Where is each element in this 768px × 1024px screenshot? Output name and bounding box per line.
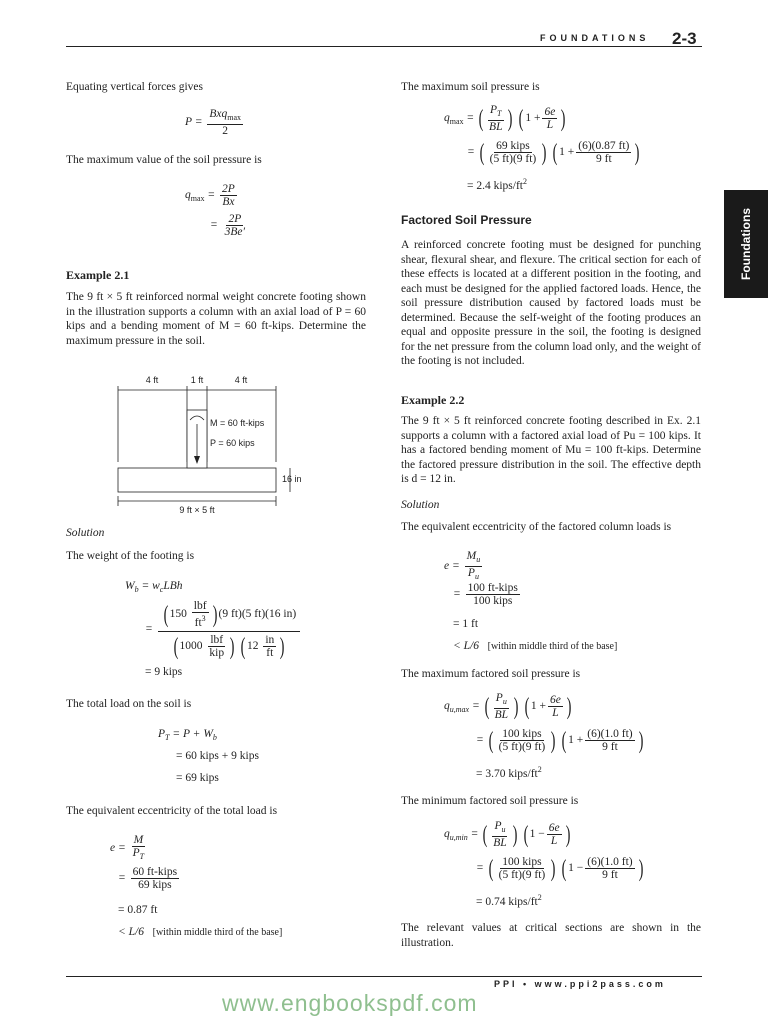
equation-e: e = $\frac{M}{P_T}$ [110,834,145,861]
equation-eu: e = $\frac{M_u}{P_u}$ [444,550,481,581]
dim-right-label: 4 ft [234,375,248,385]
factored-soil-text: A reinforced concrete footing must be designed for punching shear, flexural shear, and flexure. The critical section for each of these effects is located at a different position in the footing, and each must be designed for the applied factored loads. Hence, the soil pressure distribution caused by factored loads must be determined. Because the self-weight of the footing produces an equal and opposite pressure in the soil, the footing is designed for the net pressure from the column load only, and the weight of the footing is not included. [401,239,701,367]
equation-e-3: = 0.87 ft [118,904,158,916]
equation-qmax: $q_{max}$ = $\frac{2P}{Bx}$ [185,183,235,208]
example-2-2-text: The 9 ft × 5 ft reinforced concrete footing described in Ex. 2.1 supports a column with a factored axial load of Pu = 100 kips. It has a factored bending moment of Mu = 100 ft-kips. Determine the factored pressure distribution in the soil. The effective depth is d = 12 in. [401,415,701,485]
equation-qu-max-3: = 3.70 kips/$ft^2$ [476,765,542,780]
equation-weight-2: = ( 150 $\frac{\text{lbf}}{ft^3}$ ) (9 ft)(5 ft)(16 in) ( 1000 $\frac{\text{lbf}}{\text{kip}}$ ) ( 12 $\frac{in}{ft}$ ) [145,598,302,661]
thickness-label: 16 in [282,474,302,484]
example-2-1-text: The 9 ft × 5 ft reinforced normal weight concrete footing shown in the illustration supports a column with an axial load of P = 60 kips and a bending moment of M = 60 ft-kips. Determine the maximum pressure in the soil. [66,291,366,347]
footing-figure [110,372,302,518]
equation-p: P = $\frac{Bxq_{max}}{2}$ [185,108,241,137]
equation-weight: $W_b = w_cLBh$ [125,580,183,594]
equation-e-4: < L/6 [within middle third of the base] [118,926,283,938]
equation-pt: $P_T = P + W_b$ [158,728,217,742]
left-paragraph-1: Equating vertical forces gives [66,81,203,93]
load-label: P = 60 kips [210,438,255,448]
page-number: 2-3 [672,29,697,48]
weight-text: The weight of the footing is [66,550,195,562]
equation-eu-3: = 1 ft [453,618,479,630]
moment-label: M = 60 ft-kips [210,418,265,428]
running-header: FOUNDATIONS [540,33,650,43]
min-factored-text: The minimum factored soil pressure is [401,795,579,807]
equation-qmax-right: $q_{max}$ = ( $\frac{P_T}{BL}$ ) ( 1 + $\frac{6e}{L}$ ) [444,104,566,133]
dim-mid-label: 1 ft [190,375,204,385]
equation-qmax-right-3: = 2.4 kips/$ft^2$ [467,177,528,192]
equation-qu-max: $q_{u,max}$ = ( $\frac{P_u}{BL}$ ) ( 1 + $\frac{6e}{L}$ ) [444,692,572,721]
right-paragraph-1: The maximum soil pressure is [401,81,540,93]
max-factored-text: The maximum factored soil pressure is [401,668,581,680]
equation-qu-min-3: = 0.74 kips/$ft^2$ [476,893,542,908]
left-column [66,80,366,95]
factored-soil-title: Factored Soil Pressure [401,213,532,227]
dim-left-label: 4 ft [145,375,159,385]
header-rule [66,46,702,47]
solution-label-left: Solution [66,527,105,539]
example-2-1-title: Example 2.1 [66,268,130,282]
side-tab [724,190,768,298]
left-paragraph-2: The maximum value of the soil pressure is [66,154,262,166]
eccentricity-text: The equivalent eccentricity of the total load is [66,805,278,817]
equation-eu-4: < L/6 [within middle third of the base] [453,640,618,652]
watermark-link[interactable]: www.engbookspdf.com [222,990,478,1016]
equation-qu-max-2: = ( $\frac{\text{100 kips}}{(5 ft)(9 ft)}$ ) ( 1 + $\frac{(6)(1.0 ft)}{9 ft}$ ) [476,727,644,754]
footer-publisher: PPI • www.ppi2pass.com [494,979,666,989]
side-tab-label: Foundations [739,208,753,280]
equation-qmax-right-2: = ( $\frac{\text{69 kips}}{(5 ft)(9 ft)}$ ) ( 1 + $\frac{(6)(0.87 ft)}{9 ft}$ ) [467,139,640,166]
equation-eu-2: = $\frac{\text{100 ft-kips}}{\text{100 kips}}$ [453,582,518,607]
factored-eccentricity-text: The equivalent eccentricity of the factored column loads is [401,521,672,533]
equation-pt-2: = 60 kips + 9 kips [176,750,259,762]
plan-dims-label: 9 ft × 5 ft [179,505,215,515]
example-2-2-title: Example 2.2 [401,393,465,407]
equation-e-2: = $\frac{\text{60 ft-kips}}{\text{69 kips}}$ [118,866,178,891]
equation-qmax-2: = $\frac{2P}{3Be'}$ [210,213,246,238]
solution-label-right: Solution [401,499,440,511]
final-paragraph: The relevant values at critical sections are shown in the illustration. [401,922,701,949]
footer-rule [66,976,702,977]
total-load-text: The total load on the soil is [66,698,192,710]
equation-qu-min-2: = ( $\frac{\text{100 kips}}{(5 ft)(9 ft)}$ ) ( 1 − $\frac{(6)(1.0 ft)}{9 ft}$ ) [476,855,644,882]
equation-weight-result: = 9 kips [145,666,183,678]
equation-qu-min: $q_{u,min}$ = ( $\frac{P_u}{BL}$ ) ( 1 − $\frac{6e}{L}$ ) [444,820,570,849]
equation-pt-3: = 69 kips [176,772,219,784]
